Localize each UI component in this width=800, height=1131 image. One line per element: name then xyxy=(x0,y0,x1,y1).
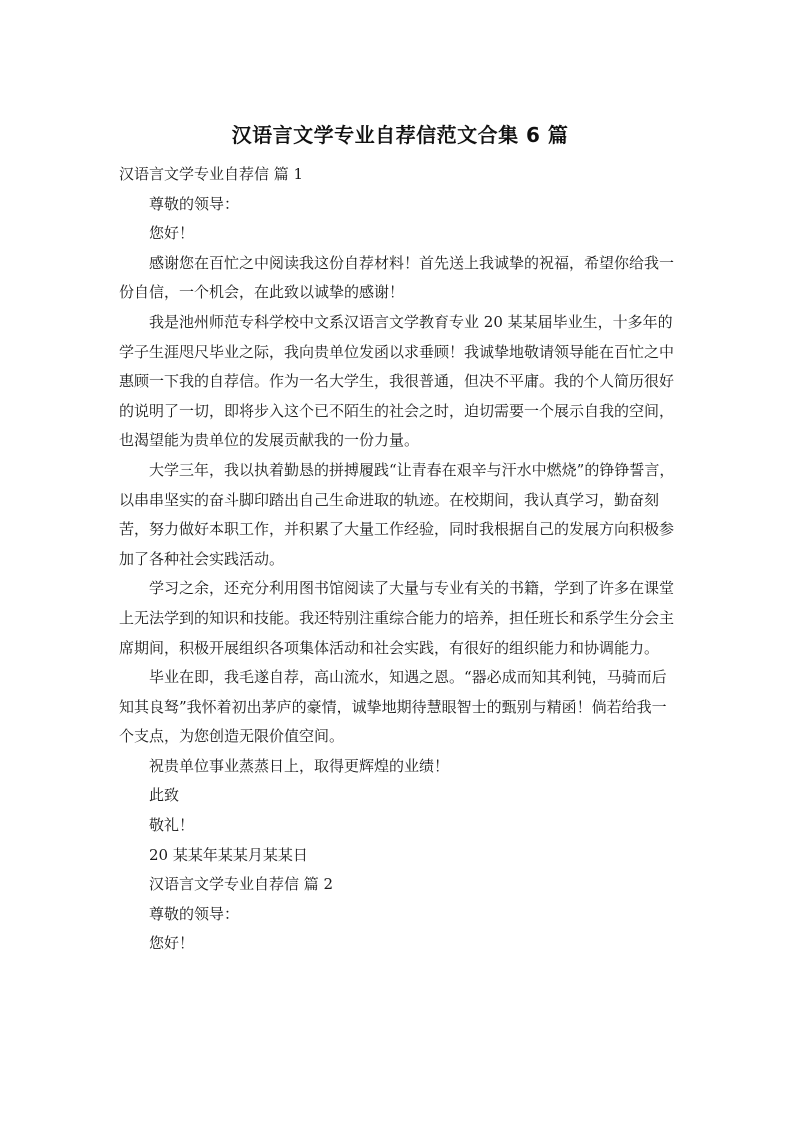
greeting: 您好！ xyxy=(149,224,195,243)
greeting-2: 您好！ xyxy=(149,934,195,953)
paragraph-study: 学习之余，还充分利用图书馆阅读了大量与专业有关的书籍，学到了许多在课堂上无法学到的知识和技能。我还特别注重综合能力的培养，担任班长和系学生分会主席期间，积极开展组织各项集体活动和社会实践，有很好的组织能力和协调能力。 xyxy=(119,579,675,657)
section-heading-1: 汉语言文学专业自荐信 篇 1 xyxy=(119,165,304,183)
salutation-2: 尊敬的领导： xyxy=(149,904,240,923)
paragraph-university: 大学三年，我以执着勤恳的拼搏履践“让青春在艰辛与汗水中燃烧”的铮铮誓言，以串串坚实的奋斗脚印踏出自己生命进取的轨迹。在校期间，我认真学习，勤奋刻苦，努力做好本职工作，并积累了大量工作经验，同时我根据自己的发展方向积极参加了各种社会实践活动。 xyxy=(119,460,675,568)
date-line: 20 某某年某某月某某日 xyxy=(149,845,308,864)
salutation: 尊敬的领导： xyxy=(149,194,240,213)
closing-jingli: 敬礼！ xyxy=(149,816,195,835)
section-heading-2: 汉语言文学专业自荐信 篇 2 xyxy=(149,875,334,894)
paragraph-introduction: 我是池州师范专科学校中文系汉语言文学教育专业 20 某某届毕业生，十多年的学子生涯咫尺毕业之际，我向贵单位发函以求垂顾！我诚挚地敬请领导能在百忙之中惠顾一下我的自荐信。作为一名大学生，我很普通，但决不平庸。我的个人简历很好的说明了一切，即将步入这个已不陌生的社会之时，迫切需要一个展示自我的空间，也渴望能为贵单位的发展贡献我的一份力量。 xyxy=(119,312,675,450)
paragraph-wishes: 祝贵单位事业蒸蒸日上，取得更辉煌的业绩！ xyxy=(149,756,450,775)
paragraph-thanks: 感谢您在百忙之中阅读我这份自荐材料！首先送上我诚挚的祝福，希望你给我一份自信，一个机会，在此致以诚挚的感谢！ xyxy=(119,253,675,302)
document-title: 汉语言文学专业自荐信范文合集 6 篇 xyxy=(231,123,569,147)
closing-cizhi: 此致 xyxy=(149,786,180,805)
paragraph-graduation: 毕业在即，我毛遂自荐，高山流水，知遇之恩。“器必成而知其利钝，马骑而后知其良驽”我怀着初出茅庐的豪情，诚挚地期待慧眼智士的甄别与精函！倘若给我一个支点，为您创造无限价值空间。 xyxy=(119,668,667,746)
document-body xyxy=(119,160,679,959)
